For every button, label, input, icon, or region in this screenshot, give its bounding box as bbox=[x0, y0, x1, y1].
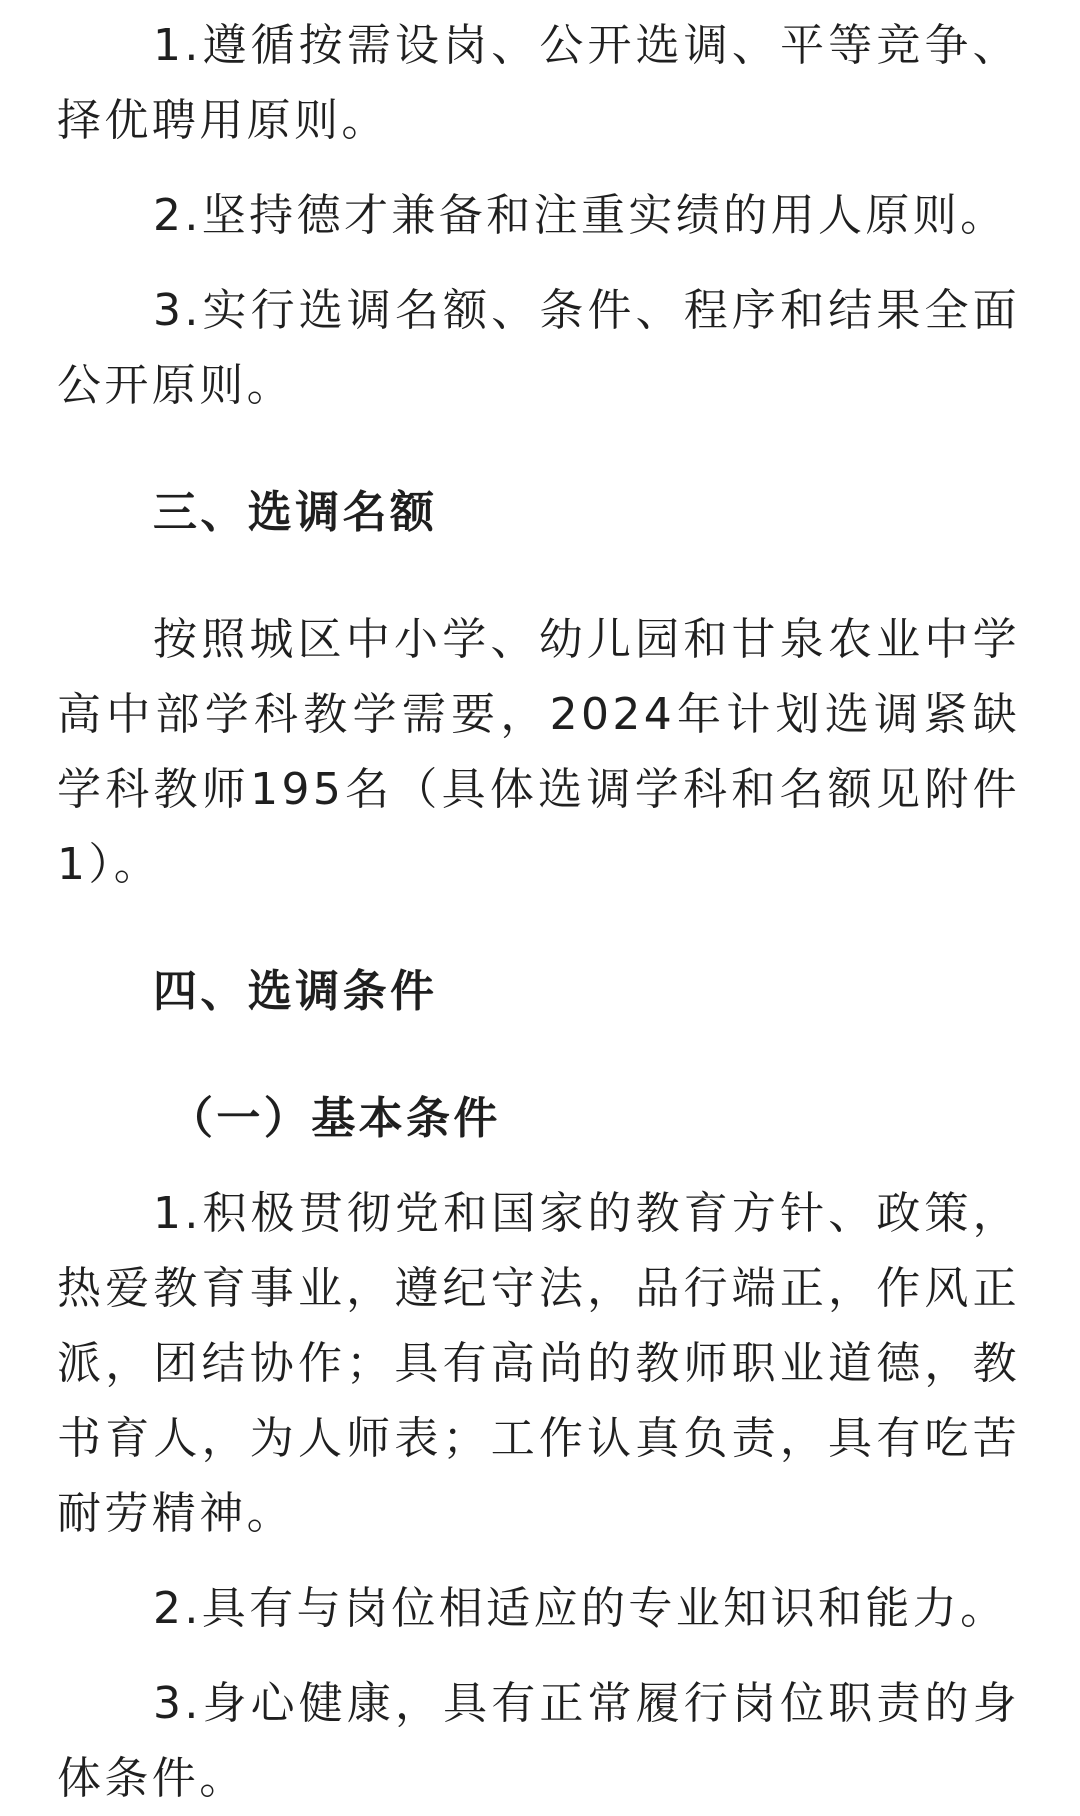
section-heading-conditions: 四、选调条件 bbox=[153, 966, 438, 1017]
condition-3-paragraph: 3.身心健康，具有正常履行岗位职责的身体条件。 bbox=[57, 1678, 1020, 1804]
principle-2-paragraph: 2.坚持德才兼备和注重实绩的用人原则。 bbox=[153, 190, 1008, 241]
condition-1-paragraph: 1.积极贯彻党和国家的教育方针、政策，热爱教育事业，遵纪守法，品行端正，作风正派，团结协作；具有高尚的教师职业道德，教书育人，为人师表；工作认真负责，具有吃苦耐劳精神。 bbox=[57, 1188, 1020, 1539]
article-body bbox=[0, 8, 1080, 1808]
principle-1-paragraph: 1.遵循按需设岗、公开选调、平等竞争、择优聘用原则。 bbox=[57, 20, 1020, 146]
condition-2-paragraph: 2.具有与岗位相适应的专业知识和能力。 bbox=[153, 1583, 1008, 1634]
quota-paragraph: 按照城区中小学、幼儿园和甘泉农业中学高中部学科教学需要，2024年计划选调紧缺学科教师195名（具体选调学科和名额见附件1）。 bbox=[57, 614, 1020, 890]
sub-heading-basic-conditions: （一）基本条件 bbox=[169, 1093, 501, 1144]
section-heading-quota: 三、选调名额 bbox=[153, 487, 438, 538]
principle-3-paragraph: 3.实行选调名额、条件、程序和结果全面公开原则。 bbox=[57, 285, 1020, 411]
